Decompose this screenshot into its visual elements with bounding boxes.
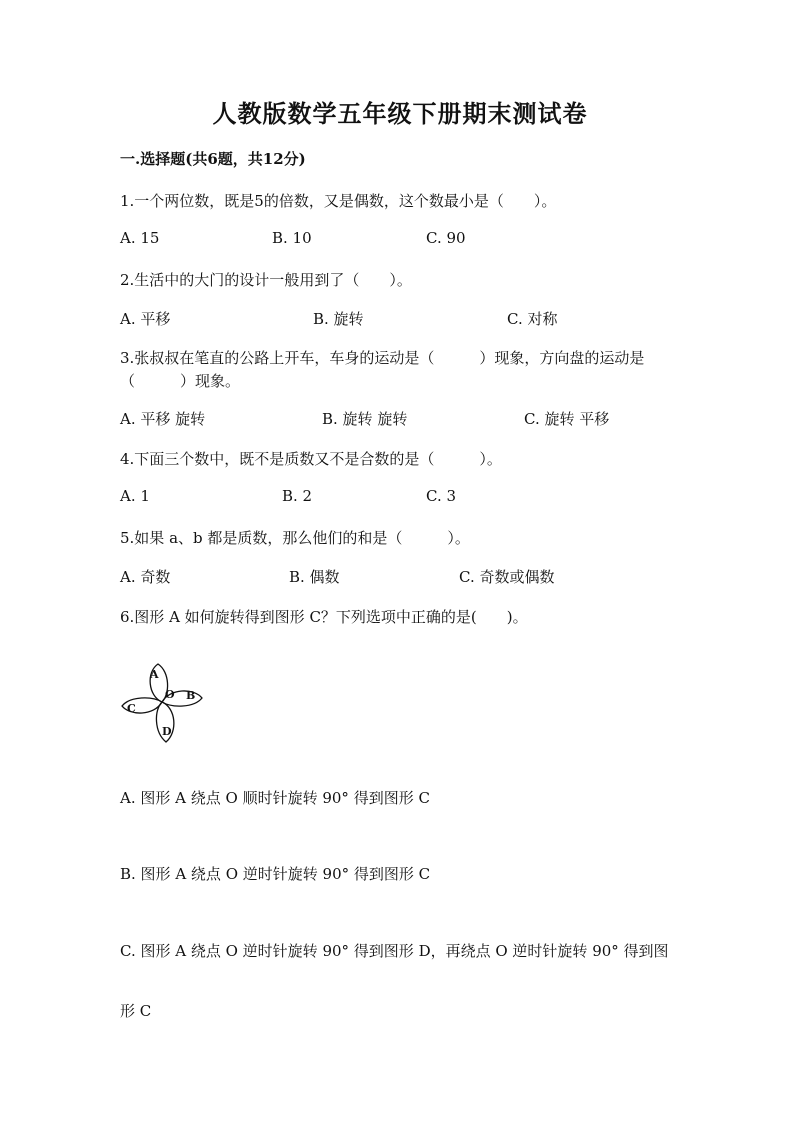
section-heading: 一.选择题(共6题，共12分) — [120, 150, 306, 168]
question-6-option-b: B. 图形 A 绕点 O 逆时针旋转 90° 得到图形 C — [120, 865, 431, 883]
question-5-option-c: C. 奇数或偶数 — [459, 568, 555, 586]
question-3-option-b: B. 旋转 旋转 — [322, 410, 408, 428]
label-b: B — [186, 689, 196, 702]
question-6-option-c-line-1: C. 图形 A 绕点 O 逆时针旋转 90° 得到图形 D，再绕点 O 逆时针旋转 90° 得到图 — [120, 942, 669, 960]
question-5-stem: 5.如果 a、b 都是质数，那么他们的和是（ ）。 — [120, 529, 470, 547]
question-6-option-c-line-2: 形 C — [120, 1002, 152, 1020]
question-2-option-c: C. 对称 — [507, 310, 558, 328]
question-1-option-b: B. 10 — [272, 229, 312, 247]
question-6-stem: 6.图形 A 如何旋转得到图形 C？下列选项中正确的是( )。 — [120, 608, 528, 626]
question-6-option-a: A. 图形 A 绕点 O 顺时针旋转 90° 得到图形 C — [120, 789, 430, 807]
question-3-stem-line-1: 3.张叔叔在笔直的公路上开车，车身的运动是（ ）现象，方向盘的运动是 — [120, 349, 645, 367]
rotation-figure-svg — [118, 660, 218, 750]
question-1-stem: 1.一个两位数，既是5的倍数，又是偶数，这个数最小是（ ）。 — [120, 192, 557, 210]
question-2-stem: 2.生活中的大门的设计一般用到了（ ）。 — [120, 271, 412, 289]
label-c: C — [127, 702, 136, 715]
question-3-stem-line-2: （ ）现象。 — [120, 372, 241, 390]
question-1-option-a: A. 15 — [120, 229, 160, 247]
question-3-option-a: A. 平移 旋转 — [120, 410, 206, 428]
question-4-option-b: B. 2 — [282, 487, 313, 505]
question-4-option-c: C. 3 — [426, 487, 457, 505]
question-4-stem: 4.下面三个数中，既不是质数又不是合数的是（ ）。 — [120, 450, 502, 468]
rotation-figure — [118, 660, 218, 750]
question-3-option-c: C. 旋转 平移 — [524, 410, 610, 428]
question-5-option-b: B. 偶数 — [289, 568, 340, 586]
label-d: D — [162, 725, 172, 738]
question-4-option-a: A. 1 — [120, 487, 150, 505]
label-a: A — [150, 668, 159, 681]
exam-title: 人教版数学五年级下册期末测试卷 — [212, 99, 588, 128]
label-o: O — [165, 688, 175, 701]
question-2-option-b: B. 旋转 — [313, 310, 364, 328]
question-5-option-a: A. 奇数 — [120, 568, 171, 586]
question-2-option-a: A. 平移 — [120, 310, 171, 328]
question-1-option-c: C. 90 — [426, 229, 466, 247]
